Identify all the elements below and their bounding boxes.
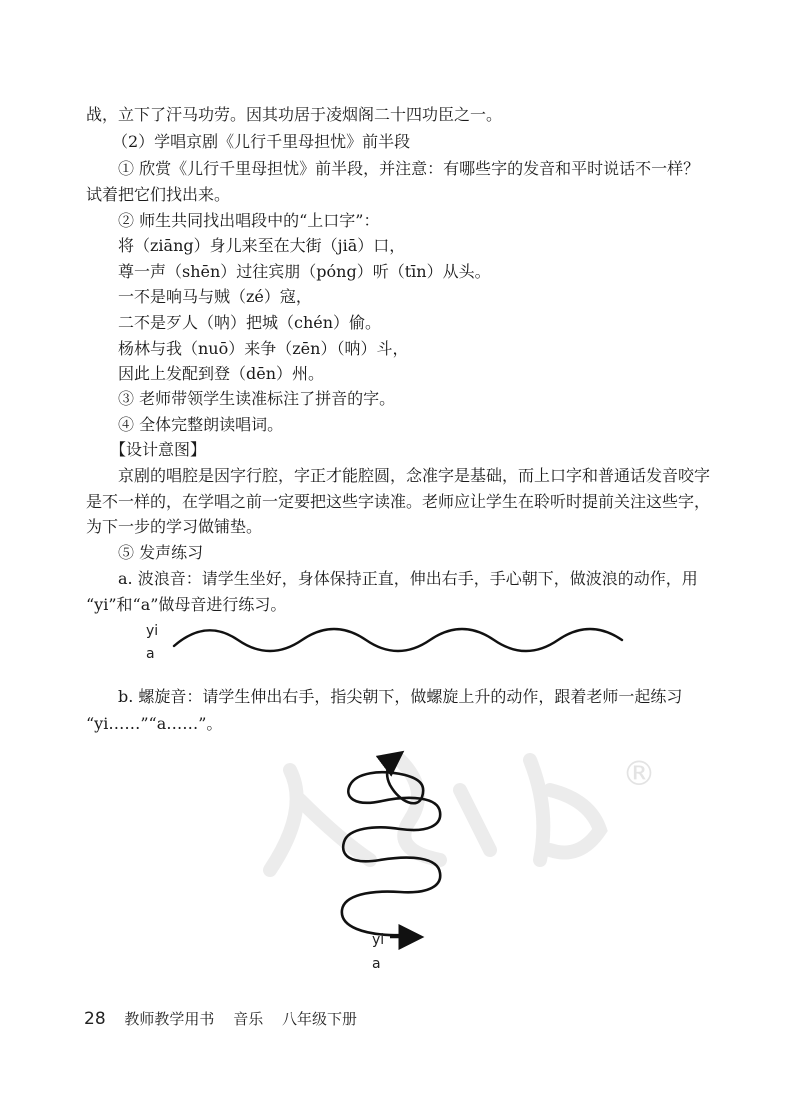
wave-label-a: a	[146, 646, 155, 662]
spiral-line	[342, 757, 440, 935]
text-line: ② 师生共同找出唱段中的“上口字”：	[118, 211, 380, 230]
text-line: b. 螺旋音：请学生伸出右手，指尖朝下，做螺旋上升的动作，跟着老师一起练习	[118, 687, 683, 706]
wave-label-yi: yi	[146, 623, 159, 639]
text-line: ⑤ 发声练习	[118, 543, 204, 562]
lyric-line: 杨林与我（nuō）来争（zēn）（呐）斗，	[118, 339, 409, 358]
spiral-label-yi: yi	[372, 932, 385, 948]
text-line: 试着把它们找出来。	[86, 185, 231, 204]
spiral-diagram	[330, 745, 460, 955]
grade-label: 八年级下册	[282, 1010, 358, 1028]
spiral-label-a: a	[372, 956, 381, 972]
text-line: 是不一样的，在学唱之前一定要把这些字读准。老师应让学生在聆听时提前关注这些字，	[86, 492, 711, 511]
watermark-logo	[250, 730, 670, 880]
text-line: “yi……”“a……”。	[86, 714, 223, 733]
text-line: 京剧的唱腔是因字行腔，字正才能腔圆，念准字是基础，而上口字和普通话发音咬字	[118, 466, 711, 485]
design-intent-heading: 【设计意图】	[110, 440, 207, 459]
registered-mark: ®	[622, 754, 656, 794]
text-line: “yi”和“a”做母音进行练习。	[86, 595, 287, 614]
lyric-line: 将（ziāng）身儿来至在大街（jiā）口，	[118, 236, 406, 255]
wave-diagram	[160, 618, 640, 662]
text-line: ① 欣赏《儿行千里母担忧》前半段，并注意：有哪些字的发音和平时说话不一样？	[118, 159, 700, 178]
text-line: a. 波浪音：请学生坐好，身体保持正直，伸出右手，手心朝下，做波浪的动作，用	[118, 569, 698, 588]
subject-label: 音乐	[233, 1010, 264, 1028]
page-footer	[84, 1008, 357, 1029]
text-line: ④ 全体完整朗读唱词。	[118, 415, 284, 434]
text-line: ③ 老师带领学生读准标注了拼音的字。	[118, 389, 396, 408]
wave-line	[174, 629, 622, 651]
section-heading: （2）学唱京剧《儿行千里母担忧》前半段	[112, 132, 411, 151]
lyric-line: 因此上发配到登（dēn）州。	[118, 364, 325, 383]
publisher-watermark	[250, 730, 670, 884]
book-title: 教师教学用书	[124, 1010, 215, 1028]
lyric-line: 二不是歹人（呐）把城（chén）偷。	[118, 313, 382, 332]
lyric-line: 尊一声（shēn）过往宾朋（póng）听（tīn）从头。	[118, 262, 491, 281]
lyric-line: 一不是响马与贼（zé）寇，	[118, 287, 312, 306]
page-number: 28	[84, 1009, 106, 1029]
text-line: 为下一步的学习做铺垫。	[86, 517, 263, 536]
text-line: 战，立下了汗马功劳。因其功居于凌烟阁二十四功臣之一。	[86, 105, 503, 124]
